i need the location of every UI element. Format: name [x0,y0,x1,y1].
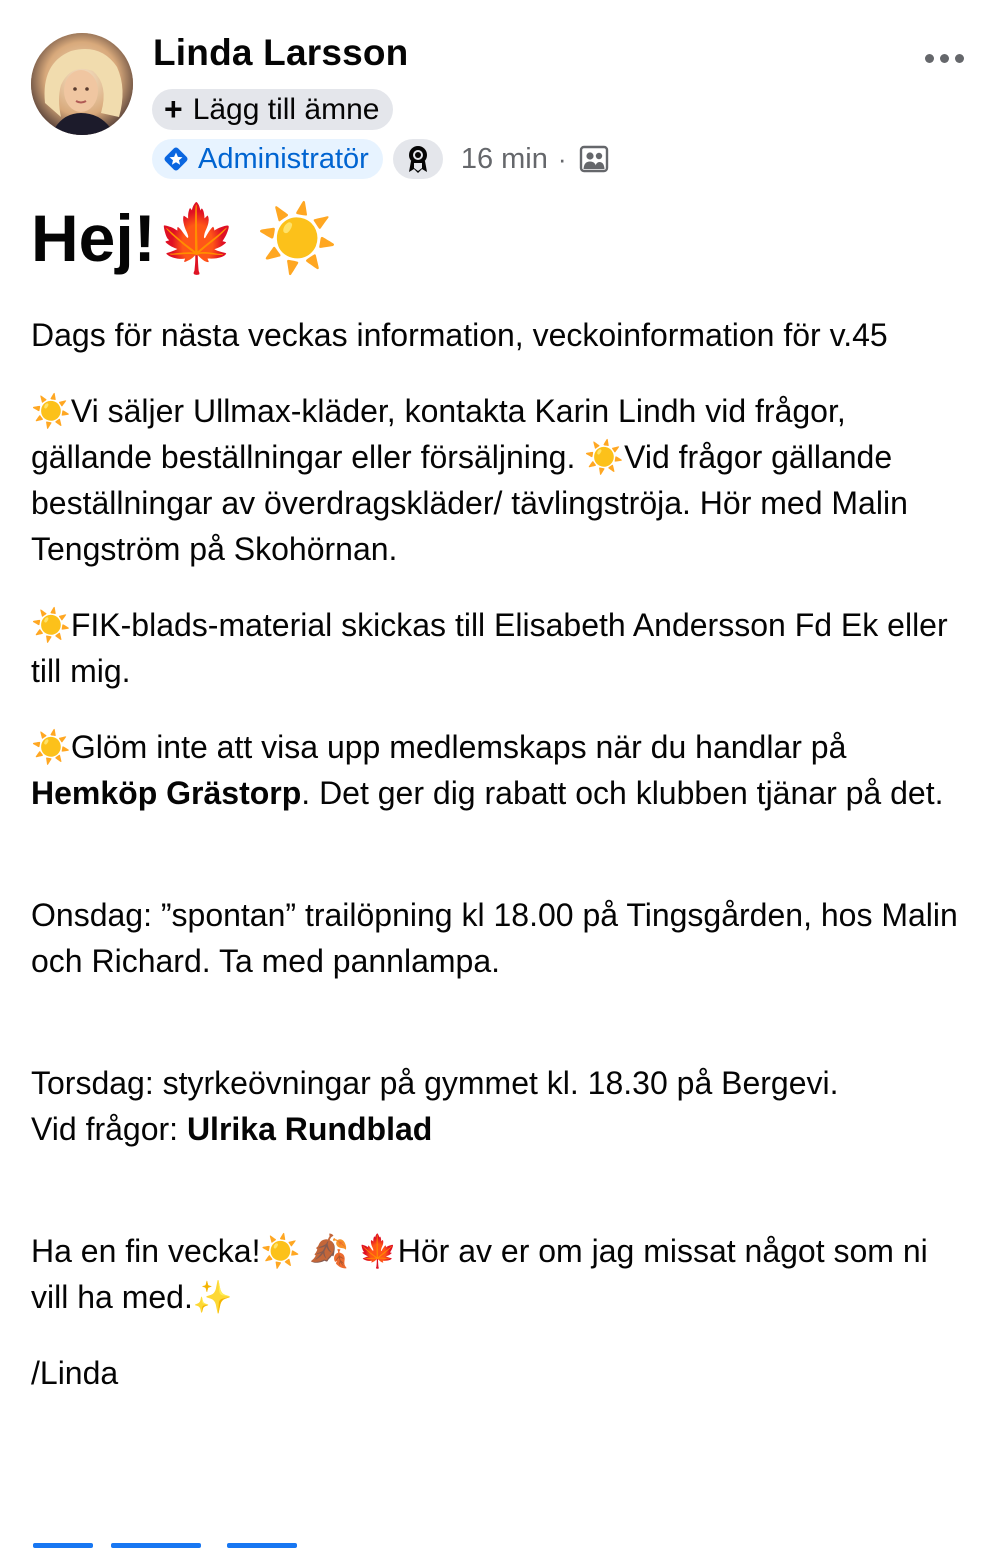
contact-name[interactable]: Ulrika Rundblad [186,1111,433,1147]
post-paragraph-membership [31,724,971,816]
award-badge-button[interactable] [393,139,443,179]
plus-icon: + [164,90,183,127]
post-paragraph-thursday [31,1060,971,1152]
admin-badge[interactable] [152,139,383,179]
post-body [31,312,971,1426]
blank-line [31,1182,971,1228]
author-avatar[interactable] [31,33,133,135]
post-paragraph-wednesday: Onsdag: ”spontan” trailöpning kl 18.00 på Tingsgården, hos Malin och Richard. Ta med pannlampa. [31,897,958,979]
post-intro: Dags för nästa veckas information, veckoinformation för v.45 [31,317,888,353]
post-meta-row [152,138,609,180]
more-dot [955,54,964,63]
add-topic-button[interactable] [152,89,393,130]
post-paragraph-closing: Ha en fin vecka!☀️ 🍂 🍁Hör av er om jag missat något som ni vill ha med.✨ [31,1233,928,1315]
thursday-line: Torsdag: styrkeövningar på gymmet kl. 18.30 på Bergevi. [31,1065,839,1101]
author-name[interactable]: Linda Larsson [153,32,409,73]
person-photo-icon [31,33,133,135]
questions-prefix: Vid frågor: [31,1111,187,1147]
blank-line [31,1014,971,1060]
add-topic-label: Lägg till ämne [192,92,380,126]
post-title: Hej!🍁 ☀️ [31,201,339,275]
group-members-icon[interactable] [579,144,609,174]
cut-off-mark [33,1543,93,1548]
membership-text-end: . Det ger dig rabatt och klubben tjänar på det. [301,775,944,811]
cut-off-mark [227,1543,297,1548]
admin-badge-label: Administratör [198,142,369,175]
meta-separator: · [557,143,567,174]
post-paragraph-fik: ☀️FIK-blads-material skickas till Elisabeth Andersson Fd Ek eller till mig. [31,607,948,689]
more-horizontal-icon [925,54,934,63]
post-paragraph-clothes: ☀️Vi säljer Ullmax-kläder, kontakta Karin Lindh vid frågor, gällande beställningar eller försäljning. ☀️Vid frågor gällande beställningar av överdragskläder/ tävlingströja. Hör med Malin Tengström på Skohörnan. [31,393,908,567]
more-dot [940,54,949,63]
post-signature: /Linda [31,1355,119,1391]
post-timestamp[interactable]: 16 min [460,142,548,175]
cut-off-mark [111,1543,201,1548]
store-name[interactable]: Hemköp Grästorp [31,775,302,811]
shield-star-icon [162,145,190,173]
membership-text-start: ☀️Glöm inte att visa upp medlemskaps när du handlar på [31,729,847,765]
cut-off-content [31,1540,931,1548]
more-options-button[interactable] [918,40,970,76]
blank-line [31,846,971,892]
award-badge-icon [405,144,431,174]
